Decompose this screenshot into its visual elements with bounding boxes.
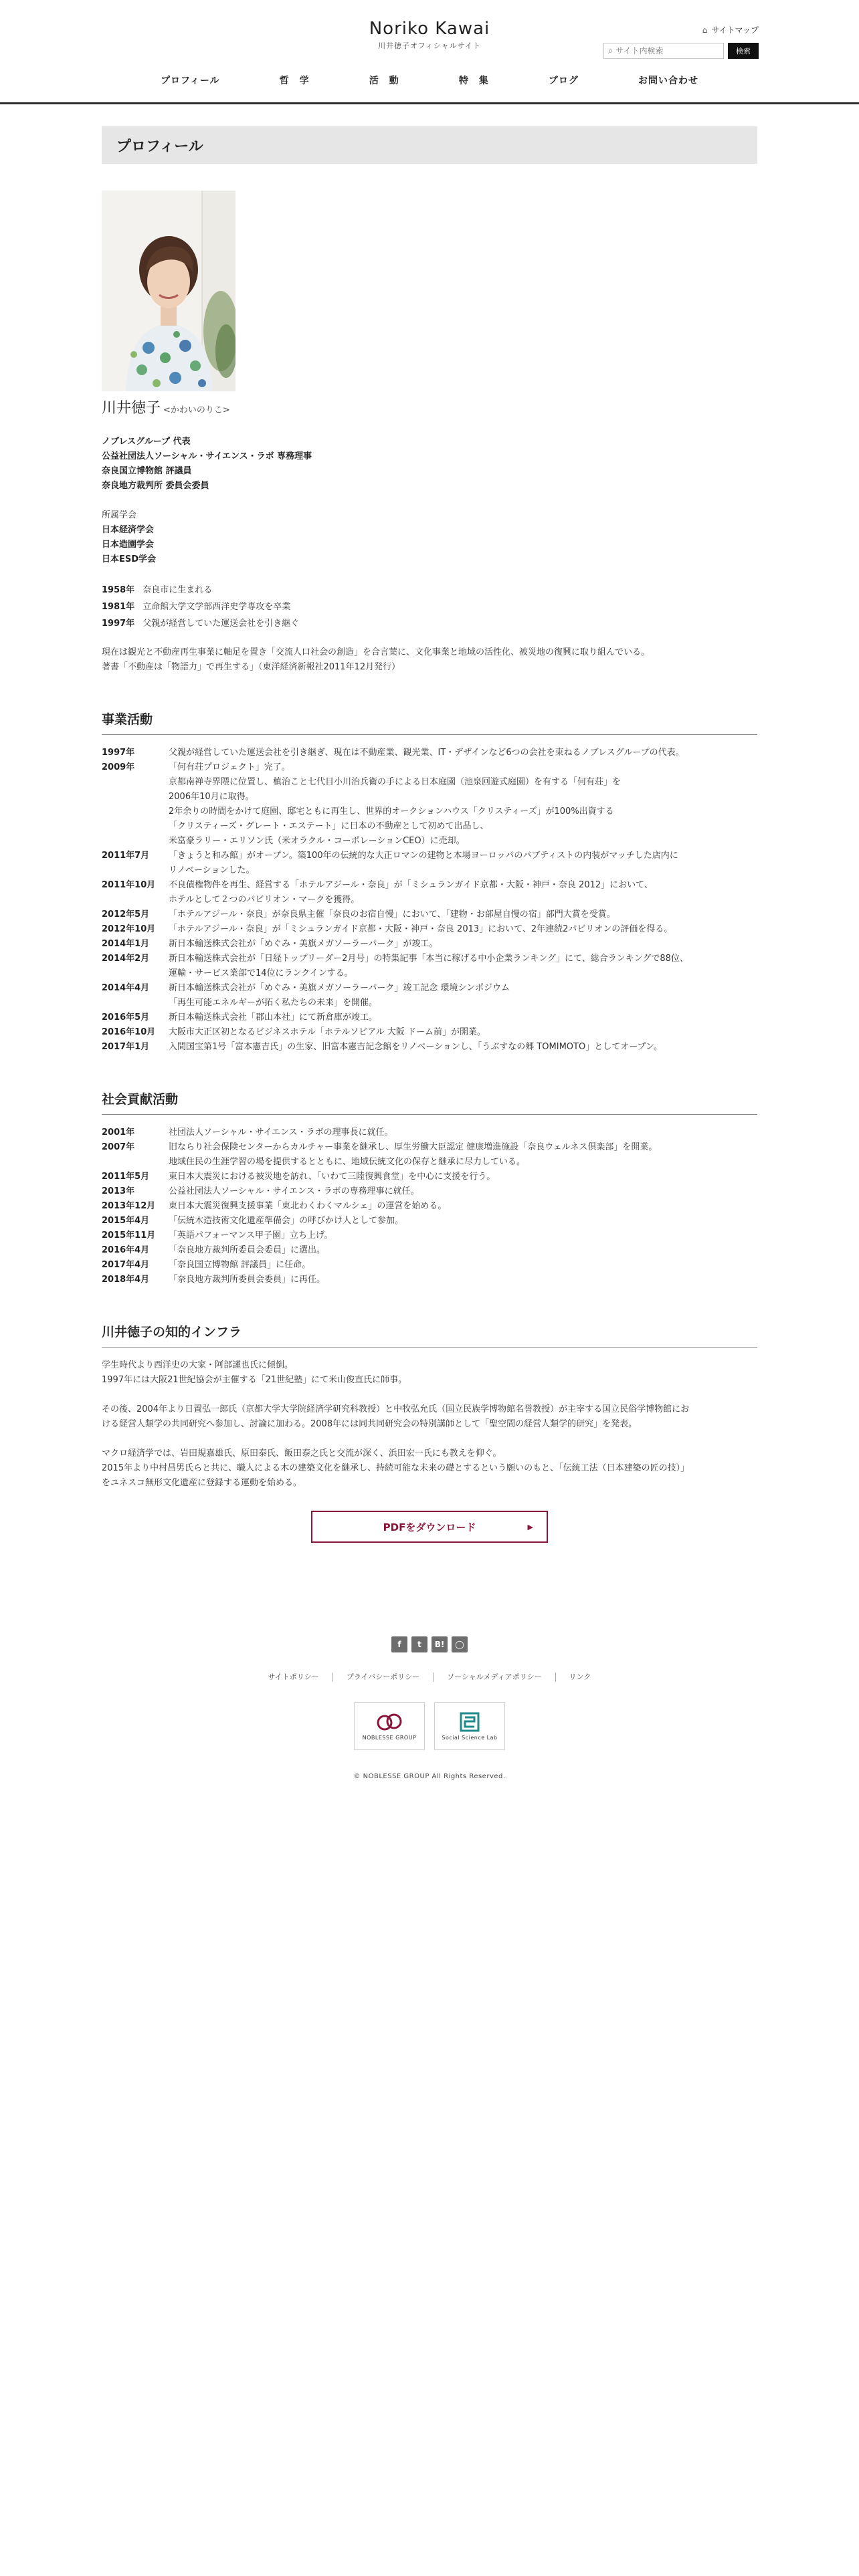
intro-line: 現在は観光と不動産再生事業に軸足を置き「交流人口社会の創造」を合言葉に、文化事業と地域の活性化、被災地の復興に取り組んでいる。 [102, 647, 650, 657]
activity-text [169, 1040, 662, 1055]
activity-line: 「奈良地方裁判所委員会委員」に再任。 [169, 1275, 326, 1285]
profile-timeline [102, 582, 757, 632]
activity-text [169, 937, 438, 952]
activity-line: 米富豪ラリー・エリソン氏（米オラクル・コーポレーションCEO）に売却。 [169, 836, 465, 846]
activity-line: ホテルとして２つのパビリオン・マークを獲得。 [169, 895, 360, 905]
activity-date: 2016年4月 [102, 1245, 150, 1255]
activity-row [102, 1140, 757, 1170]
academic-label: 所属学会 [102, 510, 137, 520]
activity-line: 「ホテルアジール・奈良」が奈良県主催「奈良のお宿自慢」において、「建物・お部屋自慢の宿」部門大賞を受賞。 [169, 909, 615, 920]
activity-text [169, 1184, 419, 1199]
infra-line: その後、2004年より日置弘一郎氏（京都大学大学院経済学研究科教授）と中牧弘允氏（国立民族学博物館名誉教授）が主宰する国立民俗学博物館にお [102, 1404, 690, 1414]
activity-text [169, 1170, 495, 1184]
name-row [102, 397, 757, 417]
activity-text [169, 981, 510, 1010]
activity-line: 「英語パフォーマンス甲子園」立ち上げ。 [169, 1230, 333, 1241]
infra-paragraph [102, 1402, 757, 1432]
activity-line: リノベーションした。 [169, 865, 255, 875]
activity-line: 旧ならり社会保険センターからカルチャー事業を継承し、厚生労働大臣認定 健康増進施設「奈良ウェルネス倶楽部」を開業。 [169, 1142, 658, 1152]
nav-features[interactable]: 特 集 [458, 76, 489, 86]
activity-line: 運輸・サービス業部で14位にランクインする。 [169, 968, 353, 978]
activity-text [169, 1214, 403, 1228]
activity-row [102, 907, 757, 922]
activity-text [169, 746, 684, 760]
activity-line: 大阪市大正区初となるビジネスホテル「ホテルソビアル 大阪 ドーム前」が開業。 [169, 1027, 486, 1037]
title-item: ノブレスグループ 代表 [102, 437, 191, 447]
footer-link-social-media[interactable]: ソーシャルメディアポリシー [433, 1673, 555, 1682]
infra-line: 1997年には大阪21世紀協会が主催する「21世紀塾」にて米山俊直氏に師事。 [102, 1375, 407, 1385]
activity-date: 2011年7月 [102, 851, 150, 861]
nav-contact[interactable]: お問い合わせ [638, 76, 698, 86]
activity-row [102, 746, 757, 760]
activity-date: 2015年11月 [102, 1230, 156, 1241]
timeline-item [102, 582, 757, 599]
activity-date: 2012年10月 [102, 924, 156, 934]
social-icons [0, 1636, 859, 1652]
activity-row [102, 1010, 757, 1025]
activity-line: 不良債権物件を再生、経営する「ホテルアジール・奈良」が「ミシュランガイド京都・大阪・神戸・奈良 2012」において、 [169, 880, 653, 890]
noblesse-logo-icon [374, 1712, 405, 1732]
footer-links [0, 1673, 859, 1682]
nav-philosophy[interactable]: 哲 学 [279, 76, 310, 86]
activity-line: 「伝統木造技術文化遺産準備会」の呼びかけ人として参加。 [169, 1216, 404, 1226]
activity-row [102, 1214, 757, 1228]
search-box [603, 43, 724, 59]
twitter-icon[interactable]: t [411, 1636, 427, 1652]
social-list [102, 1125, 757, 1287]
search-icon: ⌕ [608, 45, 613, 56]
activity-date: 2014年1月 [102, 939, 150, 949]
partner-label: NOBLESSE GROUP [362, 1734, 417, 1741]
noblesse-group-banner[interactable] [354, 1702, 425, 1750]
activity-date: 2011年10月 [102, 880, 156, 890]
activity-text [169, 1243, 325, 1258]
activity-row [102, 849, 757, 878]
profile-name-kana: <かわいのりこ> [163, 405, 230, 415]
site-search [603, 43, 759, 59]
activity-row [102, 1040, 757, 1055]
academic-societies [102, 508, 757, 567]
activity-text [169, 1125, 393, 1140]
activity-line: 「クリスティーズ・グレート・エステート」に日本の不動産として初めて出品し、 [169, 821, 489, 831]
profile-intro [102, 645, 757, 675]
infra-line: 学生時代より西洋史の大家・阿部謹也氏に傾倒。 [102, 1360, 294, 1370]
activity-line: 「何有荘プロジェクト」完了。 [169, 762, 290, 772]
profile-photo [102, 191, 235, 391]
activity-text [169, 1228, 332, 1243]
activity-line: 京都南禅寺界隈に位置し、槙治こと七代目小川治兵衛の手による日本庭園（池泉回遊式庭園）を有する「何有荘」を [169, 777, 622, 787]
pdf-wrap [102, 1511, 757, 1543]
activity-line: 地域住民の生涯学習の場を提供するとともに、地域伝統文化の保存と継承に尽力している。 [169, 1157, 526, 1167]
copyright: © NOBLESSE GROUP All Rights Reserved. [353, 1773, 506, 1780]
partner-label: Social Science Lab [442, 1734, 498, 1741]
activity-line: 「奈良国立博物館 評議員」に任命。 [169, 1260, 311, 1270]
activity-line: 新日本輸送株式会社「郡山本社」にて新倉庫が竣工。 [169, 1012, 378, 1023]
profile-titles [102, 435, 757, 494]
academic-item: 日本経済学会 [102, 525, 155, 535]
timeline-item [102, 615, 757, 632]
timeline-year: 1997年 [102, 619, 135, 629]
activity-row [102, 878, 757, 907]
academic-item: 日本ESD学会 [102, 554, 157, 564]
infra-text [102, 1358, 757, 1491]
activity-line: 入間国宝第1号「富本憲吉氏」の生家、旧富本憲吉記念館をリノベーションし、「うぶすなの郷 TOMIMOTO」としてオープン。 [169, 1042, 662, 1052]
activity-date: 2017年1月 [102, 1042, 150, 1052]
business-heading: 事業活動 [102, 710, 757, 735]
activity-row [102, 952, 757, 981]
activity-text [169, 878, 653, 907]
activity-line: 「奈良地方裁判所委員会委員」に選出。 [169, 1245, 326, 1255]
activity-line: 社団法人ソーシャル・サイエンス・ラボの理事長に就任。 [169, 1128, 393, 1138]
activity-date: 2001年 [102, 1128, 135, 1138]
activity-text [169, 922, 672, 937]
nav-activities[interactable]: 活 動 [369, 76, 399, 86]
site-header [0, 0, 859, 104]
hatena-icon[interactable]: B! [432, 1636, 448, 1652]
page-title: プロフィール [102, 126, 757, 164]
activity-row [102, 1170, 757, 1184]
activity-row [102, 937, 757, 952]
ssl-logo-icon [460, 1712, 480, 1732]
footer-link-site-policy[interactable]: サイトポリシー [268, 1673, 319, 1681]
arrow-right-icon: ▶ [527, 1522, 533, 1531]
title-item: 奈良地方裁判所 委員会委員 [102, 481, 209, 491]
sitemap-link[interactable] [702, 24, 759, 35]
nav-blog[interactable]: ブログ [548, 76, 579, 86]
infra-heading: 川井徳子の知的インフラ [102, 1322, 757, 1348]
activity-row [102, 922, 757, 937]
activity-text [169, 1199, 446, 1214]
timeline-item [102, 599, 757, 615]
infra-paragraph [102, 1358, 757, 1388]
pdf-download-button[interactable] [311, 1511, 548, 1543]
activity-line: 「きょうと和み館」がオープン。築100年の伝統的な大正ロマンの建物と本場ヨーロッパのバブティストの内装がマッチした店内に [169, 851, 678, 861]
activity-text [169, 1140, 657, 1170]
main-content [102, 104, 757, 1543]
timeline-year: 1981年 [102, 602, 135, 612]
activity-row [102, 1199, 757, 1214]
activity-row [102, 760, 757, 849]
activity-text [169, 760, 621, 849]
line-icon[interactable]: ◯ [452, 1636, 468, 1652]
activity-row [102, 1025, 757, 1040]
activity-date: 2014年2月 [102, 954, 150, 964]
activity-date: 2014年4月 [102, 983, 150, 993]
timeline-text: 立命館大学文学部西洋史学専攻を卒業 [142, 602, 291, 612]
intro-line: 著書「不動産は「物語力」で再生する」（東洋経済新報社2011年12月発行） [102, 662, 401, 672]
activity-line: 2006年10月に取得。 [169, 792, 254, 802]
infra-line: マクロ経済学では、岩田規嘉雄氏、原田泰氏、飯田泰之氏と交流が深く、浜田宏一氏にも教えを仰ぐ。 [102, 1448, 502, 1459]
activity-line: 「ホテルアジール・奈良」が「ミシュランガイド京都・大阪・神戸・奈良 2013」において、2年連続2パビリオンの評価を得る。 [169, 924, 673, 934]
activity-text [169, 907, 615, 922]
site-footer [0, 1636, 859, 1780]
activity-text [169, 849, 678, 878]
activity-date: 2015年4月 [102, 1216, 150, 1226]
infra-line: 2015年より中村昌男氏らと共に、職人による木の建築文化を継承し、持続可能な未来の礎とするという願いのもと、「伝統工法（日本建築の匠の技）」 [102, 1463, 690, 1473]
sitemap-label: サイトマップ [711, 25, 759, 35]
activity-text [169, 1258, 310, 1273]
activity-date: 2007年 [102, 1142, 135, 1152]
activity-line: 東日本大震災における被災地を訪れ、「いわて三陸復興食堂」を中心に支援を行う。 [169, 1172, 496, 1182]
activity-text [169, 952, 688, 981]
activity-date: 2011年5月 [102, 1172, 150, 1182]
profile-name: 川井徳子 [102, 400, 161, 417]
activity-line: 新日本輸送株式会社が「めぐみ・美旗メガソーラーパーク」竣工記念 環境シンポジウム [169, 983, 510, 993]
facebook-icon[interactable]: f [391, 1636, 407, 1652]
activity-date: 2016年10月 [102, 1027, 156, 1037]
logo-sub: 川井徳子オフィシャルサイト [378, 41, 481, 50]
activity-row [102, 1273, 757, 1287]
search-button[interactable]: 検索 [728, 43, 759, 59]
activity-date: 2013年 [102, 1186, 135, 1196]
activity-line: 新日本輸送株式会社が「日経トップリーダー2月号」の特集記事「本当に稼げる中小企業ランキング」にて、総合ランキングで88位、 [169, 954, 688, 964]
activity-row [102, 1258, 757, 1273]
activity-row [102, 1184, 757, 1199]
activity-text [169, 1025, 486, 1040]
activity-line: 「再生可能エネルギーが拓く私たちの未来」を開催。 [169, 998, 378, 1008]
timeline-text: 父親が経営していた運送会社を引き継ぐ [142, 619, 300, 629]
activity-date: 2013年12月 [102, 1201, 156, 1211]
activity-date: 2012年5月 [102, 909, 150, 920]
activity-line: 父親が経営していた運送会社を引き継ぎ、現在は不動産業、観光業、IT・デザインなど6つの会社を束ねるノブレスグループの代表。 [169, 748, 684, 758]
timeline-year: 1958年 [102, 585, 135, 595]
logo-main: Noriko Kawai [369, 19, 490, 39]
activity-date: 2018年4月 [102, 1275, 150, 1285]
activity-row [102, 1243, 757, 1258]
infra-line: ける経営人類学の共同研究へ参加し、討論に加わる。2008年には同共同研究会の特別講師として「聖空間の経営人類学的研究」を発表。 [102, 1419, 638, 1429]
activity-line: 公益社団法人ソーシャル・サイエンス・ラボの専務理事に就任。 [169, 1186, 419, 1196]
activity-date: 2009年 [102, 762, 135, 772]
footer-link-privacy[interactable]: プライバシーポリシー [332, 1673, 433, 1682]
nav-profile[interactable]: プロフィール [161, 76, 220, 86]
pdf-download-label: PDFをダウンロード [383, 1521, 476, 1533]
title-item: 奈良国立博物館 評議員 [102, 466, 192, 476]
activity-row [102, 1228, 757, 1243]
activity-date: 2017年4月 [102, 1260, 150, 1270]
activity-line: 2年余りの時間をかけて庭園、邸宅ともに再生し、世界的オークションハウス「クリスティーズ」が100%出資する [169, 807, 614, 817]
social-science-lab-banner[interactable] [434, 1702, 505, 1750]
activity-row [102, 981, 757, 1010]
partner-banners [0, 1702, 859, 1750]
sitemap-icon: ⌂ [702, 25, 708, 35]
infra-paragraph [102, 1446, 757, 1491]
activity-date: 2016年5月 [102, 1012, 150, 1023]
search-input[interactable] [615, 46, 716, 56]
timeline-text: 奈良市に生まれる [142, 585, 213, 595]
activity-line: 東日本大震災復興支援事業「東北わくわくマルシェ」の運営を始める。 [169, 1201, 447, 1211]
social-heading: 社会貢献活動 [102, 1089, 757, 1115]
title-item: 公益社団法人ソーシャル・サイエンス・ラボ 専務理事 [102, 451, 312, 461]
activity-line: 新日本輸送株式会社が「めぐみ・美旗メガソーラーパーク」が竣工。 [169, 939, 438, 949]
business-list [102, 746, 757, 1055]
activity-text [169, 1010, 377, 1025]
footer-link-links[interactable]: リンク [555, 1673, 605, 1682]
activity-row [102, 1125, 757, 1140]
infra-line: をユネスコ無形文化遺産に登録する運動を始める。 [102, 1478, 302, 1488]
global-nav [161, 74, 698, 87]
activity-date: 1997年 [102, 748, 135, 758]
activity-text [169, 1273, 325, 1287]
academic-item: 日本造園学会 [102, 540, 155, 550]
